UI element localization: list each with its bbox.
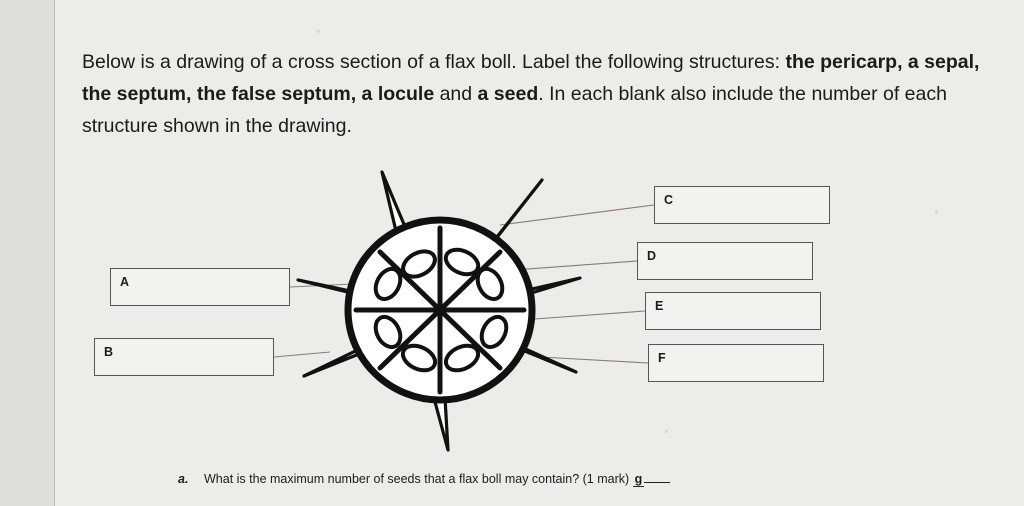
page-left-margin <box>0 0 55 506</box>
answer-blank-e[interactable] <box>645 292 821 330</box>
prompt-text-2: and <box>434 83 478 105</box>
blank-letter-b: B <box>104 345 114 359</box>
flax-boll-cross-section-drawing <box>280 160 600 460</box>
paper-speck <box>665 430 668 433</box>
paper-speck <box>317 30 320 33</box>
blank-letter-e: E <box>655 299 664 313</box>
blank-letter-f: F <box>658 351 666 365</box>
answer-blank-d[interactable] <box>637 242 813 280</box>
sub-question-blank-rule[interactable] <box>644 482 670 483</box>
sub-question-a <box>178 472 670 486</box>
blank-letter-c: C <box>664 193 674 207</box>
paper-speck <box>935 210 938 213</box>
answer-blank-c[interactable] <box>654 186 830 224</box>
sub-question-text: What is the maximum number of seeds that a flax boll may contain? (1 mark) <box>204 472 630 486</box>
prompt-bold-seed: a seed <box>477 83 539 105</box>
prompt-text-1: Below is a drawing of a cross section of a flax boll. Label the following structures: <box>82 51 786 73</box>
question-prompt <box>82 46 987 142</box>
blank-letter-a: A <box>120 275 130 289</box>
blank-letter-d: D <box>647 249 657 263</box>
answer-blank-b[interactable] <box>94 338 274 376</box>
answer-blank-f[interactable] <box>648 344 824 382</box>
sub-question-marker: a. <box>178 472 189 486</box>
answer-blank-a[interactable] <box>110 268 290 306</box>
sub-question-answer[interactable]: g <box>634 472 643 486</box>
prompt-text-3: . In each blank also include the number of each structure shown in the drawing. <box>82 83 947 137</box>
prompt-bold-structures: the pericarp, a sepal, the septum, the false septum, a locule <box>82 51 980 105</box>
